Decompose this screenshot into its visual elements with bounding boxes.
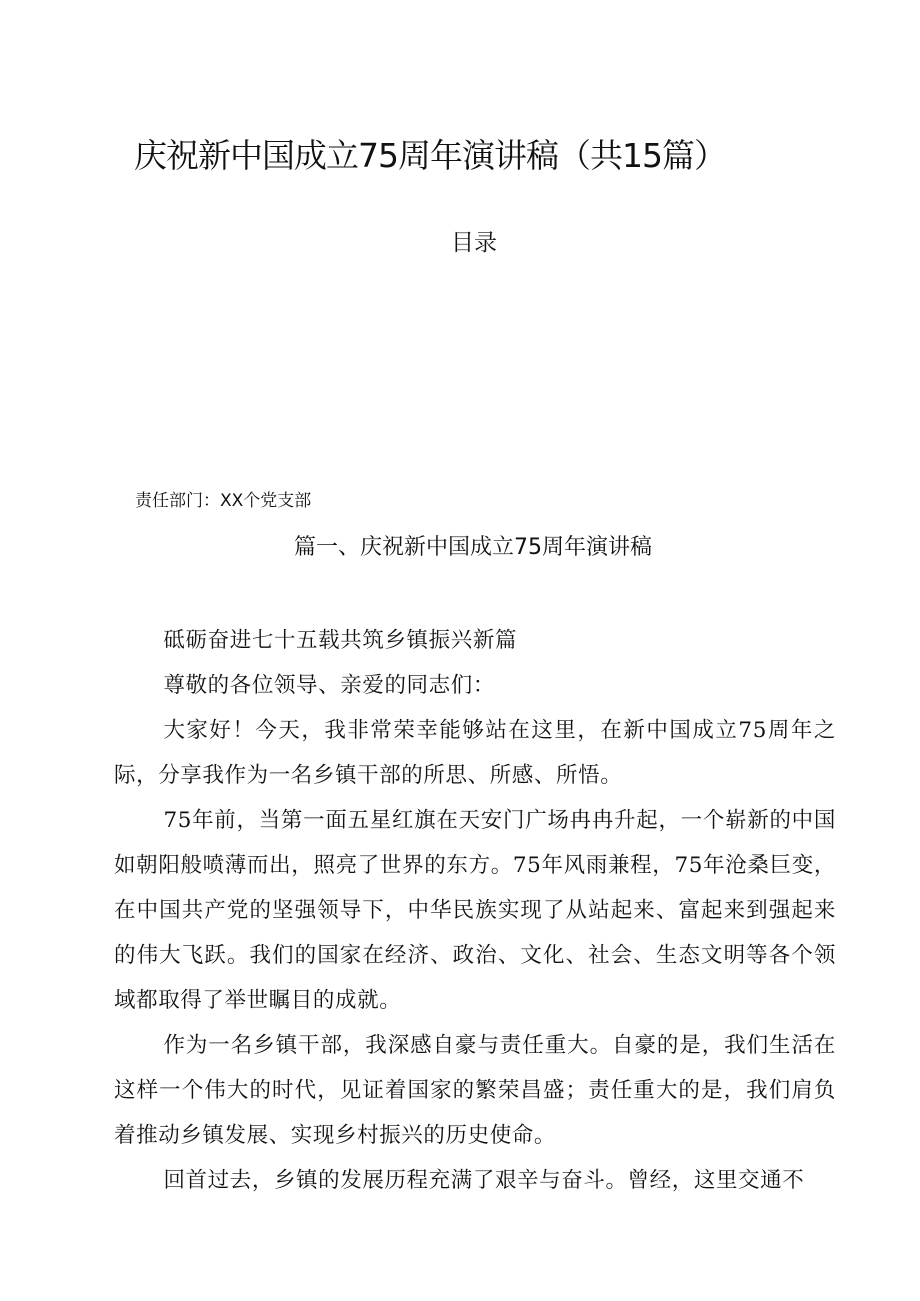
paragraph: 75年前，当第一面五星红旗在天安门广场冉冉升起，一个崭新的中国如朝阳般喷薄而出，照亮了世界的东方。75年风雨兼程，75年沧桑巨变，在中国共产党的坚强领导下，中华民族实现了从站起来、富起来到强起来的伟大飞跃。我们的国家在经济、政治、文化、社会、生态文明等各个领域都取得了举世瞩目的成就。 [114,808,836,1013]
paragraph: 大家好！今天，我非常荣幸能够站在这里，在新中国成立75周年之际，分享我作为一名乡镇干部的所思、所感、所悟。 [114,718,836,788]
speech-subtitle: 砥砺奋进七十五载共筑乡镇振兴新篇 [163,628,518,653]
body-text [114,618,836,1203]
section-title: 篇一、庆祝新中国成立75周年演讲稿 [294,535,652,560]
toc-heading: 目录 [451,230,497,256]
document-title: 庆祝新中国成立75周年演讲稿（共15篇） [134,136,726,175]
paragraph: 回首过去，乡镇的发展历程充满了艰辛与奋斗。曾经，这里交通不 [163,1168,805,1193]
department-line: 责任部门：XX个党支部 [135,491,312,511]
salutation: 尊敬的各位领导、亲爱的同志们： [163,673,495,698]
paragraph: 作为一名乡镇干部，我深感自豪与责任重大。自豪的是，我们生活在这样一个伟大的时代，见证着国家的繁荣昌盛；责任重大的是，我们肩负着推动乡镇发展、实现乡村振兴的历史使命。 [114,1033,836,1148]
